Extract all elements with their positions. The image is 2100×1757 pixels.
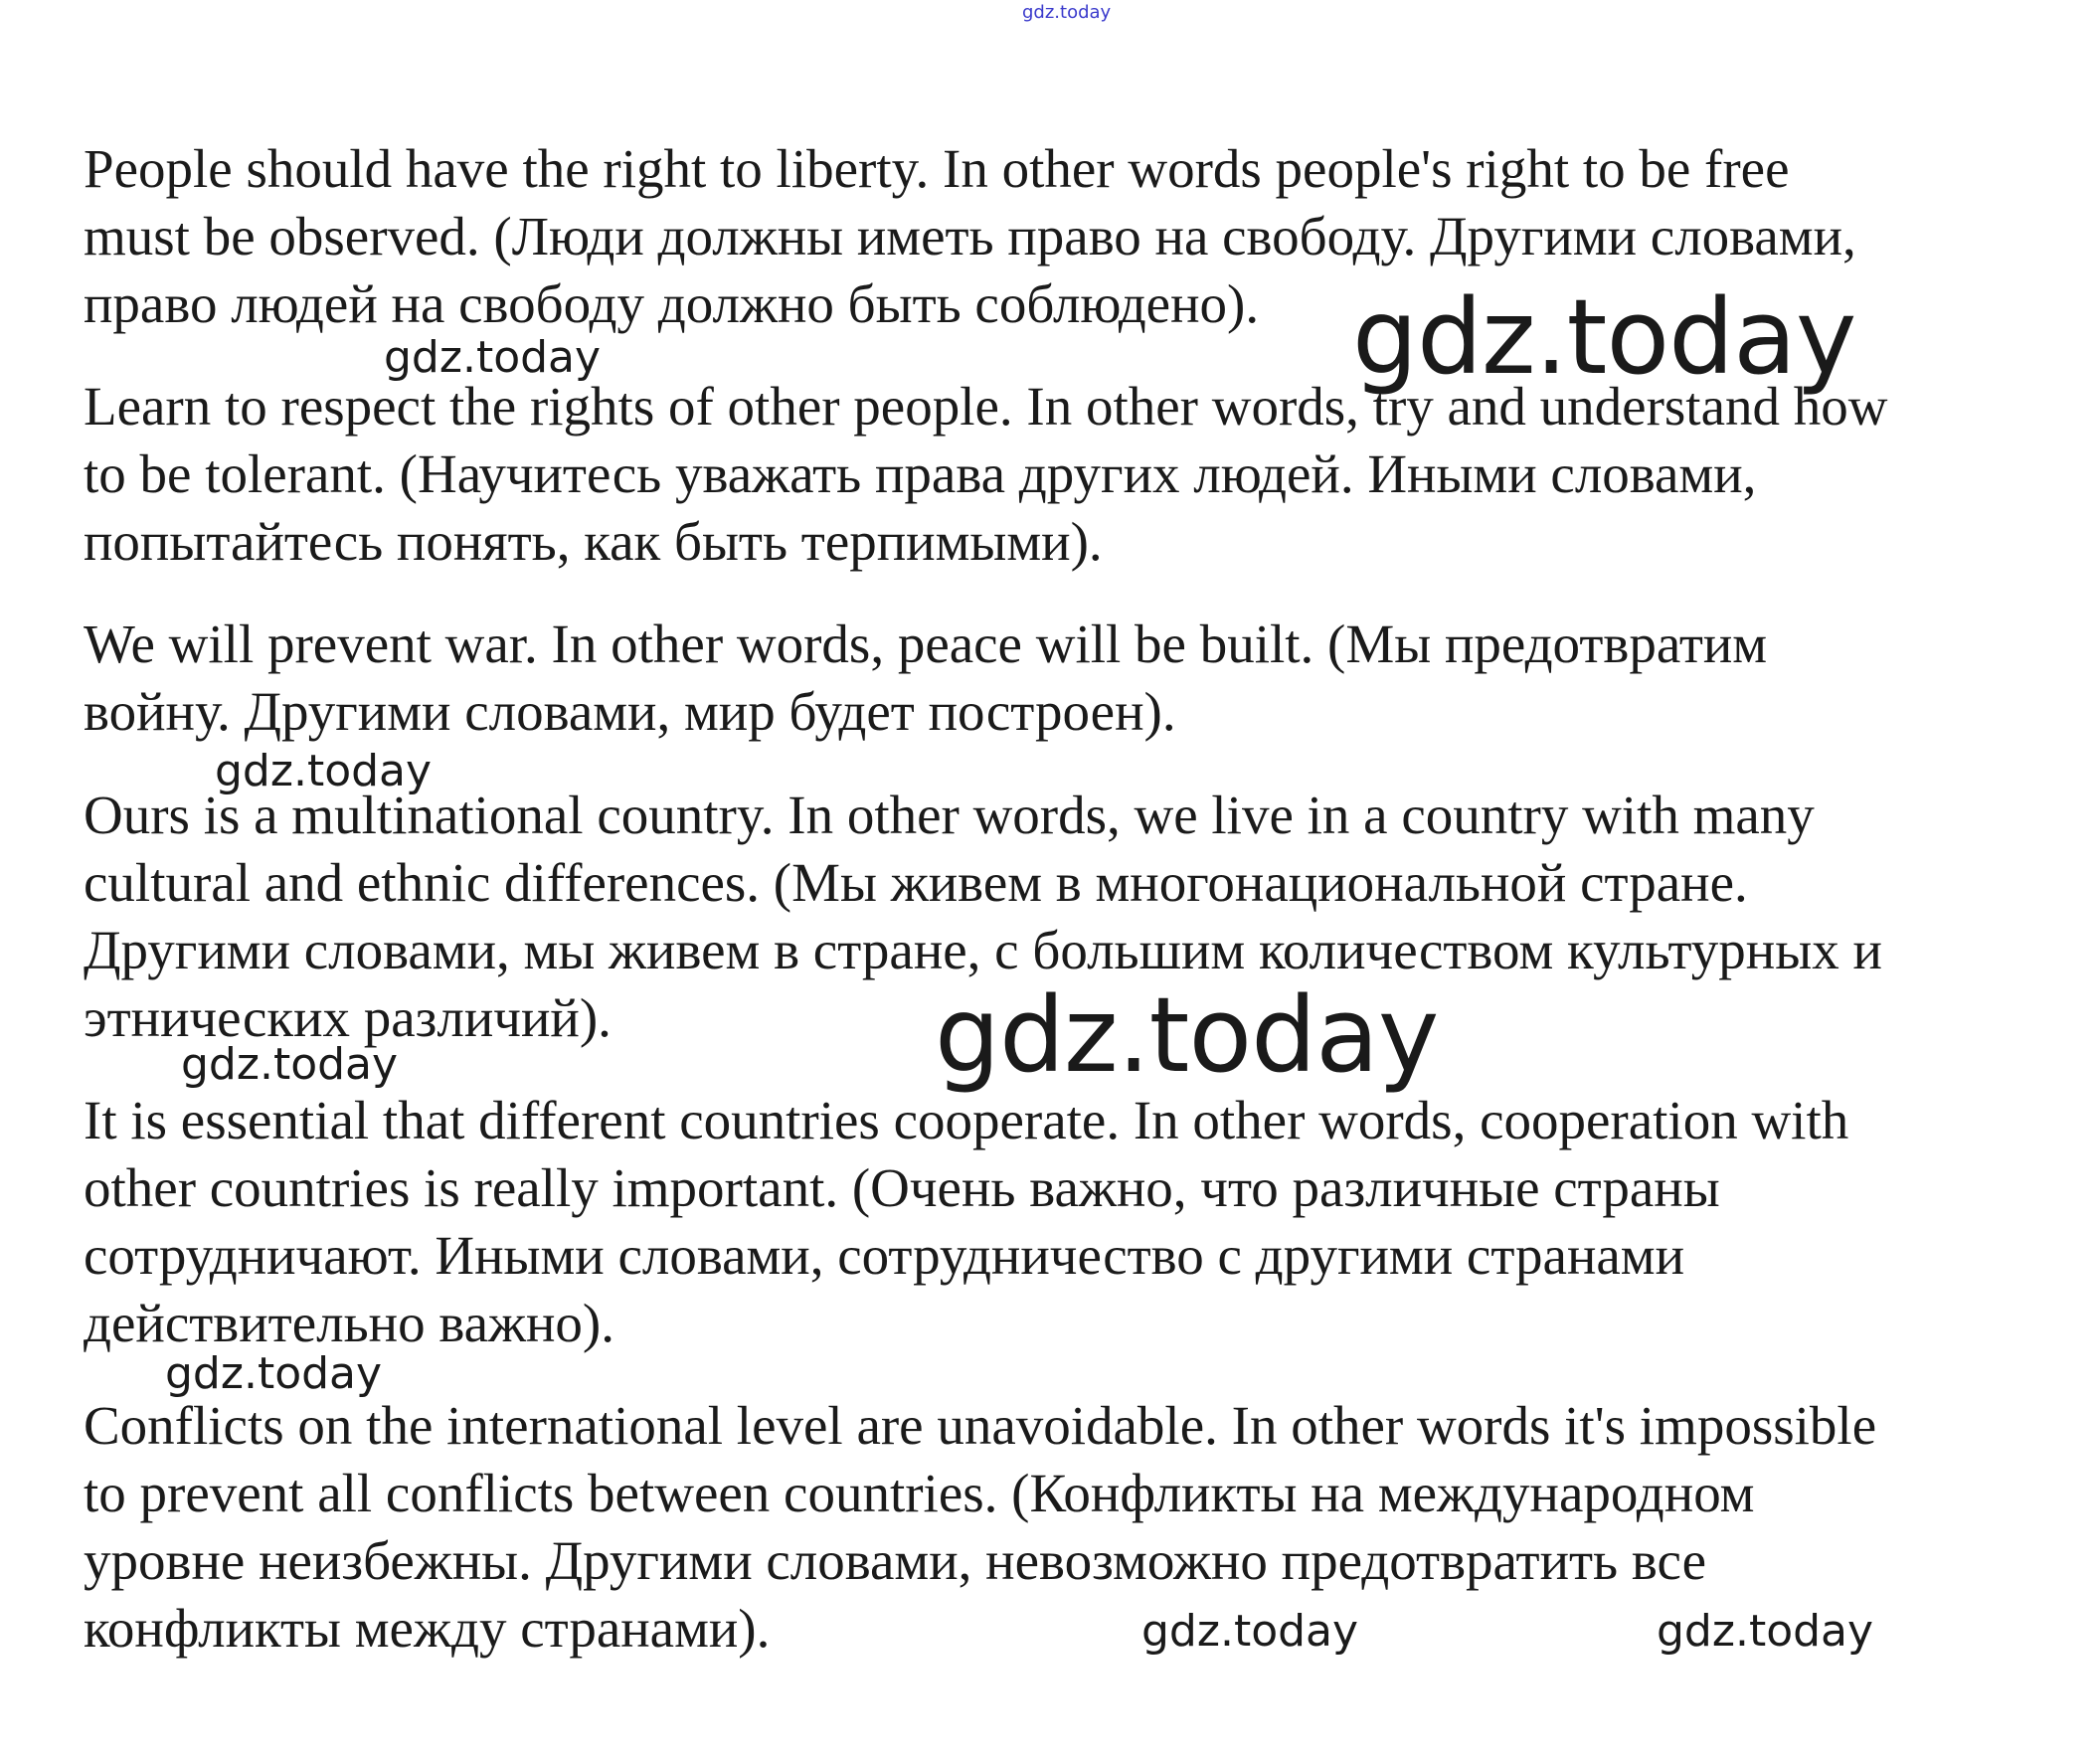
paragraph-conflicts: Conflicts on the international level are unavoidable. In other words it's impossible to prevent all conflicts between countries. (Конфликты на международном уровне неизбежны. Другими словами, невозможно предотвратить все конфликты между странами).	[84, 1395, 1877, 1659]
watermark-large: gdz.today	[1352, 276, 1856, 398]
paragraph-multinational: Ours is a multinational country. In other words, we live in a country with many cultural and ethnic differences. (Мы живем в многонациональной стране. Другими словами, мы живем в стране, с большим количеством культурных и этнических различий).	[84, 785, 1882, 1048]
watermark-large: gdz.today	[935, 974, 1439, 1096]
paragraph-respect-rights: Learn to respect the rights of other people. In other words, try and understand how to be tolerant. (Научитесь уважать права других людей. Иными словами, попытайтесь понять, как быть терпимыми).	[84, 376, 1888, 572]
watermark-small: gdz.today	[165, 1348, 383, 1399]
watermark-small: gdz.today	[384, 332, 602, 383]
watermark-small: gdz.today	[215, 746, 433, 796]
watermark-small: gdz.today	[181, 1039, 399, 1090]
header-watermark: gdz.today	[1022, 2, 1112, 23]
paragraph-prevent-war: We will prevent war. In other words, peace will be built. (Мы предотвратим войну. Другими словами, мир будет построен).	[84, 614, 1768, 742]
paragraph-liberty: People should have the right to liberty. In other words people's right to be free must be observed. (Люди должны иметь право на свободу. Другими словами, право людей на свободу должно быть соблюдено).	[84, 138, 1856, 334]
watermark-small: gdz.today	[1657, 1606, 1874, 1657]
paragraph-cooperate: It is essential that different countries cooperate. In other words, cooperation with other countries is really important. (Очень важно, что различные страны сотрудничают. Иными словами, сотрудничество с другими странами действительно важно).	[84, 1090, 1849, 1353]
watermark-small: gdz.today	[1141, 1606, 1359, 1657]
